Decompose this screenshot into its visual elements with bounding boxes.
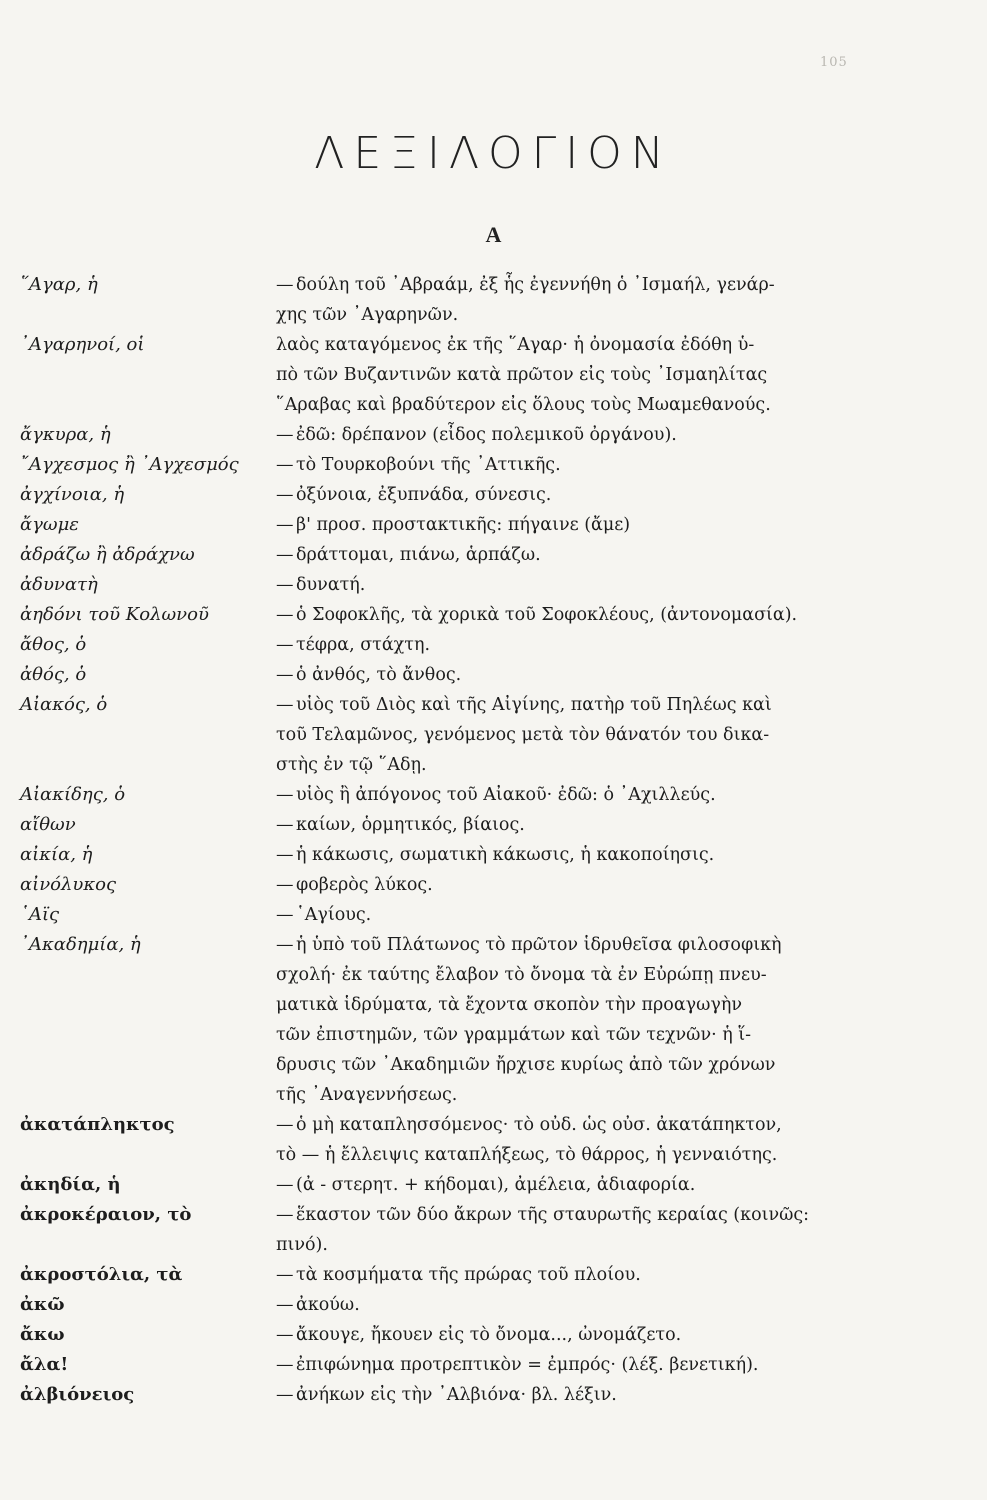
em-dash: — (276, 875, 294, 895)
entry-definition (276, 270, 890, 330)
em-dash: — (276, 935, 294, 955)
entry-definition (276, 480, 890, 510)
definition-text: καίων, ὁρμητικός, βίαιος. (296, 815, 525, 835)
definition-text: ῾Αγίους. (296, 905, 372, 925)
definition-line (276, 600, 890, 630)
entry-term: ἀγχίνοια, ἡ (20, 484, 125, 505)
definition-line (276, 540, 890, 570)
definition-text: χης τῶν ᾽Αγαρηνῶν. (276, 305, 459, 325)
definition-line (276, 1020, 890, 1050)
em-dash: — (276, 605, 294, 625)
glossary-entry (20, 1320, 890, 1350)
glossary-entry (20, 780, 890, 810)
entry-term: Αἰακίδης, ὁ (20, 784, 126, 805)
definition-text: σχολή· ἐκ ταύτης ἔλαβον τὸ ὄνομα τὰ ἐν Εὐρώπῃ πνευ- (276, 965, 767, 985)
definition-line (276, 660, 890, 690)
entry-term: ἀκροστόλια, τὰ (20, 1264, 183, 1285)
em-dash: — (276, 1175, 294, 1195)
glossary-entry (20, 690, 890, 780)
definition-text: ἕκαστον τῶν δύο ἄκρων τῆς σταυρωτῆς κεραίας (κοινῶς: (296, 1205, 810, 1225)
em-dash: — (276, 545, 294, 565)
entry-definition (276, 570, 890, 600)
glossary-entry (20, 600, 890, 630)
glossary-entry (20, 660, 890, 690)
definition-line (276, 420, 890, 450)
definition-text: λαὸς καταγόμενος ἐκ τῆς ῞Αγαρ· ἡ ὀνομασία ἐδόθη ὑ- (276, 335, 755, 355)
definition-line (276, 1230, 890, 1260)
em-dash: — (276, 575, 294, 595)
definition-line (276, 270, 890, 300)
glossary-entry (20, 270, 890, 330)
definition-line (276, 510, 890, 540)
definition-text: τὰ κοσμήματα τῆς πρώρας τοῦ πλοίου. (296, 1265, 641, 1285)
definition-text: δρυσις τῶν ᾽Ακαδημιῶν ἤρχισε κυρίως ἀπὸ τῶν χρόνων (276, 1055, 776, 1075)
definition-line (276, 990, 890, 1020)
page-number: 105 (820, 55, 848, 70)
definition-line (276, 360, 890, 390)
definition-text: υἱὸς τοῦ Διὸς καὶ τῆς Αἰγίνης, πατὴρ τοῦ Πηλέως καὶ (296, 695, 772, 715)
em-dash: — (276, 1265, 294, 1285)
definition-text: πὸ τῶν Βυζαντινῶν κατὰ πρῶτον εἰς τοὺς ᾽Ισμαηλίτας (276, 365, 768, 385)
entry-term: ἄγωμε (20, 514, 79, 535)
glossary-entry (20, 840, 890, 870)
definition-line (276, 720, 890, 750)
definition-line (276, 630, 890, 660)
glossary-entry (20, 810, 890, 840)
definition-line (276, 1200, 890, 1230)
entry-definition (276, 870, 890, 900)
entry-definition (276, 690, 890, 780)
em-dash: — (276, 275, 294, 295)
definition-text: ἀκούω. (296, 1295, 360, 1315)
definition-line (276, 1170, 890, 1200)
definition-text: δούλη τοῦ ᾽Αβραάμ, ἐξ ἧς ἐγεννήθη ὁ ᾽Ισμαήλ, γενάρ- (296, 275, 775, 295)
definition-text: δράττομαι, πιάνω, ἁρπάζω. (296, 545, 541, 565)
entry-definition (276, 330, 890, 420)
definition-text: ἄκουγε, ἤκουεν εἰς τὸ ὄνομα..., ὠνομάζετο. (296, 1325, 682, 1345)
definition-text: ὁ ἀνθός, τὸ ἄνθος. (296, 665, 462, 685)
glossary-entry (20, 1260, 890, 1290)
definition-line (276, 1350, 890, 1380)
entry-term: ἄλα! (20, 1354, 69, 1375)
definition-line (276, 1080, 890, 1110)
section-letter: Α (485, 222, 502, 247)
entry-term: ῾Αϊς (20, 904, 60, 925)
glossary-entry (20, 450, 890, 480)
definition-text: ὁ Σοφοκλῆς, τὰ χορικὰ τοῦ Σοφοκλέους, (ἀντονομασία). (296, 605, 798, 625)
definition-line (276, 750, 890, 780)
definition-line (276, 900, 890, 930)
definition-text: ἡ ὑπὸ τοῦ Πλάτωνος τὸ πρῶτον ἱδρυθεῖσα φιλοσοφικὴ (296, 935, 782, 955)
em-dash: — (276, 485, 294, 505)
entry-definition (276, 1200, 890, 1260)
entry-definition (276, 630, 890, 660)
entry-term: ἀκροκέραιον, τὸ (20, 1204, 192, 1225)
definition-text: ἡ κάκωσις, σωματικὴ κάκωσις, ἡ κακοποίησις. (296, 845, 715, 865)
definition-text: ὁ μὴ καταπλησσόμενος· τὸ οὐδ. ὡς οὐσ. ἀκατάπηκτον, (296, 1115, 782, 1135)
definition-line (276, 300, 890, 330)
definition-text: φοβερὸς λύκος. (296, 875, 433, 895)
entry-term: ἀκατάπληκτος (20, 1114, 175, 1135)
definition-text: ἀνήκων εἰς τὴν ᾽Αλβιόνα· βλ. λέξιν. (296, 1385, 617, 1405)
glossary-entry (20, 420, 890, 450)
entry-definition (276, 1350, 890, 1380)
em-dash: — (276, 1355, 294, 1375)
entry-term: αἰκία, ἡ (20, 844, 93, 865)
em-dash: — (276, 1295, 294, 1315)
em-dash: — (276, 695, 294, 715)
em-dash: — (276, 905, 294, 925)
em-dash: — (276, 425, 294, 445)
entry-definition (276, 810, 890, 840)
glossary-entry (20, 570, 890, 600)
entry-term: ᾽Ακαδημία, ἡ (20, 934, 141, 955)
entry-definition (276, 900, 890, 930)
glossary-entry (20, 1170, 890, 1200)
entry-term: ἀλβιόνειος (20, 1384, 135, 1405)
glossary-entry (20, 630, 890, 660)
definition-line (276, 840, 890, 870)
entry-term: ἀκηδία, ἡ (20, 1174, 121, 1195)
definition-line (276, 1290, 890, 1320)
em-dash: — (276, 1205, 294, 1225)
entry-definition (276, 540, 890, 570)
glossary-entry (20, 900, 890, 930)
definition-line (276, 1320, 890, 1350)
em-dash: — (276, 815, 294, 835)
definition-line (276, 330, 890, 360)
em-dash: — (276, 845, 294, 865)
entry-term: ἄθος, ὁ (20, 634, 87, 655)
glossary-entry (20, 510, 890, 540)
entry-term: ἀδράζω ἢ ἀδράχνω (20, 544, 195, 565)
em-dash: — (276, 1385, 294, 1405)
entry-definition (276, 1320, 890, 1350)
entry-term: ᾽Αγαρηνοί, οἱ (20, 334, 145, 355)
entry-term: ἀθός, ὁ (20, 664, 87, 685)
glossary-entry (20, 1290, 890, 1320)
definition-text: τὸ Τουρκοβούνι τῆς ᾽Αττικῆς. (296, 455, 561, 475)
definition-line (276, 450, 890, 480)
entry-definition (276, 510, 890, 540)
entry-term: αἴθων (20, 814, 76, 835)
entry-term: ἄκω (20, 1324, 65, 1345)
entry-definition (276, 450, 890, 480)
page-title: ΛΕΞΙΛΟΓΙΟΝ (314, 128, 673, 179)
entry-definition (276, 780, 890, 810)
definition-text: τέφρα, στάχτη. (296, 635, 431, 655)
definition-line (276, 810, 890, 840)
entry-definition (276, 600, 890, 630)
em-dash: — (276, 1325, 294, 1345)
definition-line (276, 780, 890, 810)
definition-text: τῆς ᾽Αναγεννήσεως. (276, 1085, 458, 1105)
em-dash: — (276, 515, 294, 535)
entry-term: ἄγκυρα, ἡ (20, 424, 111, 445)
entry-definition (276, 930, 890, 1110)
glossary-entries (20, 270, 890, 1410)
definition-text: δυνατή. (296, 575, 366, 595)
glossary-entry (20, 540, 890, 570)
glossary-entry (20, 1350, 890, 1380)
entry-term: ῎Αγχεσμος ἢ ᾽Αγχεσμός (20, 454, 239, 475)
definition-line (276, 570, 890, 600)
definition-text: υἱὸς ἢ ἀπόγονος τοῦ Αἰακοῦ· ἐδῶ: ὁ ᾽Αχιλλεύς. (296, 785, 716, 805)
entry-definition (276, 1380, 890, 1410)
definition-text: ὀξύνοια, ἐξυπνάδα, σύνεσις. (296, 485, 552, 505)
glossary-entry (20, 1200, 890, 1260)
definition-line (276, 1110, 890, 1140)
glossary-entry (20, 480, 890, 510)
glossary-entry (20, 930, 890, 1110)
definition-text: τοῦ Τελαμῶνος, γενόμενος μετὰ τὸν θάνατόν του δικα- (276, 725, 770, 745)
definition-line (276, 1380, 890, 1410)
entry-term: ἀκῶ (20, 1294, 65, 1315)
definition-line (276, 390, 890, 420)
definition-line (276, 1050, 890, 1080)
entry-term: αἰνόλυκος (20, 874, 117, 895)
entry-definition (276, 1260, 890, 1290)
em-dash: — (276, 665, 294, 685)
entry-definition (276, 660, 890, 690)
em-dash: — (276, 455, 294, 475)
entry-definition (276, 1110, 890, 1170)
definition-text: τῶν ἐπιστημῶν, τῶν γραμμάτων καὶ τῶν τεχνῶν· ἡ ἵ- (276, 1025, 752, 1045)
entry-term: ἀδυνατὴ (20, 574, 98, 595)
glossary-entry (20, 1380, 890, 1410)
glossary-entry (20, 870, 890, 900)
em-dash: — (276, 635, 294, 655)
definition-line (276, 1260, 890, 1290)
definition-text: πινό). (276, 1235, 328, 1255)
entry-definition (276, 1170, 890, 1200)
definition-line (276, 960, 890, 990)
definition-line (276, 930, 890, 960)
definition-text: στὴς ἐν τῷ ῞Αδῃ. (276, 755, 427, 775)
definition-line (276, 690, 890, 720)
entry-definition (276, 420, 890, 450)
em-dash: — (276, 785, 294, 805)
glossary-entry (20, 330, 890, 420)
entry-term: ἀηδόνι τοῦ Κολωνοῦ (20, 604, 209, 625)
glossary-entry (20, 1110, 890, 1170)
entry-definition (276, 840, 890, 870)
definition-text: ῞Αραβας καὶ βραδύτερον εἰς ὅλους τοὺς Μωαμεθανούς. (276, 395, 771, 415)
entry-definition (276, 1290, 890, 1320)
definition-text: (ἀ - στερητ. + κήδομαι), ἀμέλεια, ἀδιαφορία. (296, 1175, 696, 1195)
definition-text: ματικὰ ἱδρύματα, τὰ ἔχοντα σκοπὸν τὴν προαγωγὴν (276, 995, 742, 1015)
entry-term: Αἰακός, ὁ (20, 694, 108, 715)
entry-term: ῞Αγαρ, ἡ (20, 274, 98, 295)
em-dash: — (276, 1115, 294, 1135)
definition-line (276, 870, 890, 900)
definition-text: ἐπιφώνημα προτρεπτικὸν = ἐμπρός· (λέξ. βενετική). (296, 1355, 759, 1375)
definition-line (276, 480, 890, 510)
definition-line (276, 1140, 890, 1170)
definition-text: ἐδῶ: δρέπανον (εἶδος πολεμικοῦ ὀργάνου). (296, 425, 677, 445)
definition-text: τὸ — ἡ ἔλλειψις καταπλήξεως, τὸ θάρρος, ἡ γενναιότης. (276, 1145, 778, 1165)
definition-text: β' προσ. προστακτικῆς: πήγαινε (ἄμε) (296, 515, 631, 535)
